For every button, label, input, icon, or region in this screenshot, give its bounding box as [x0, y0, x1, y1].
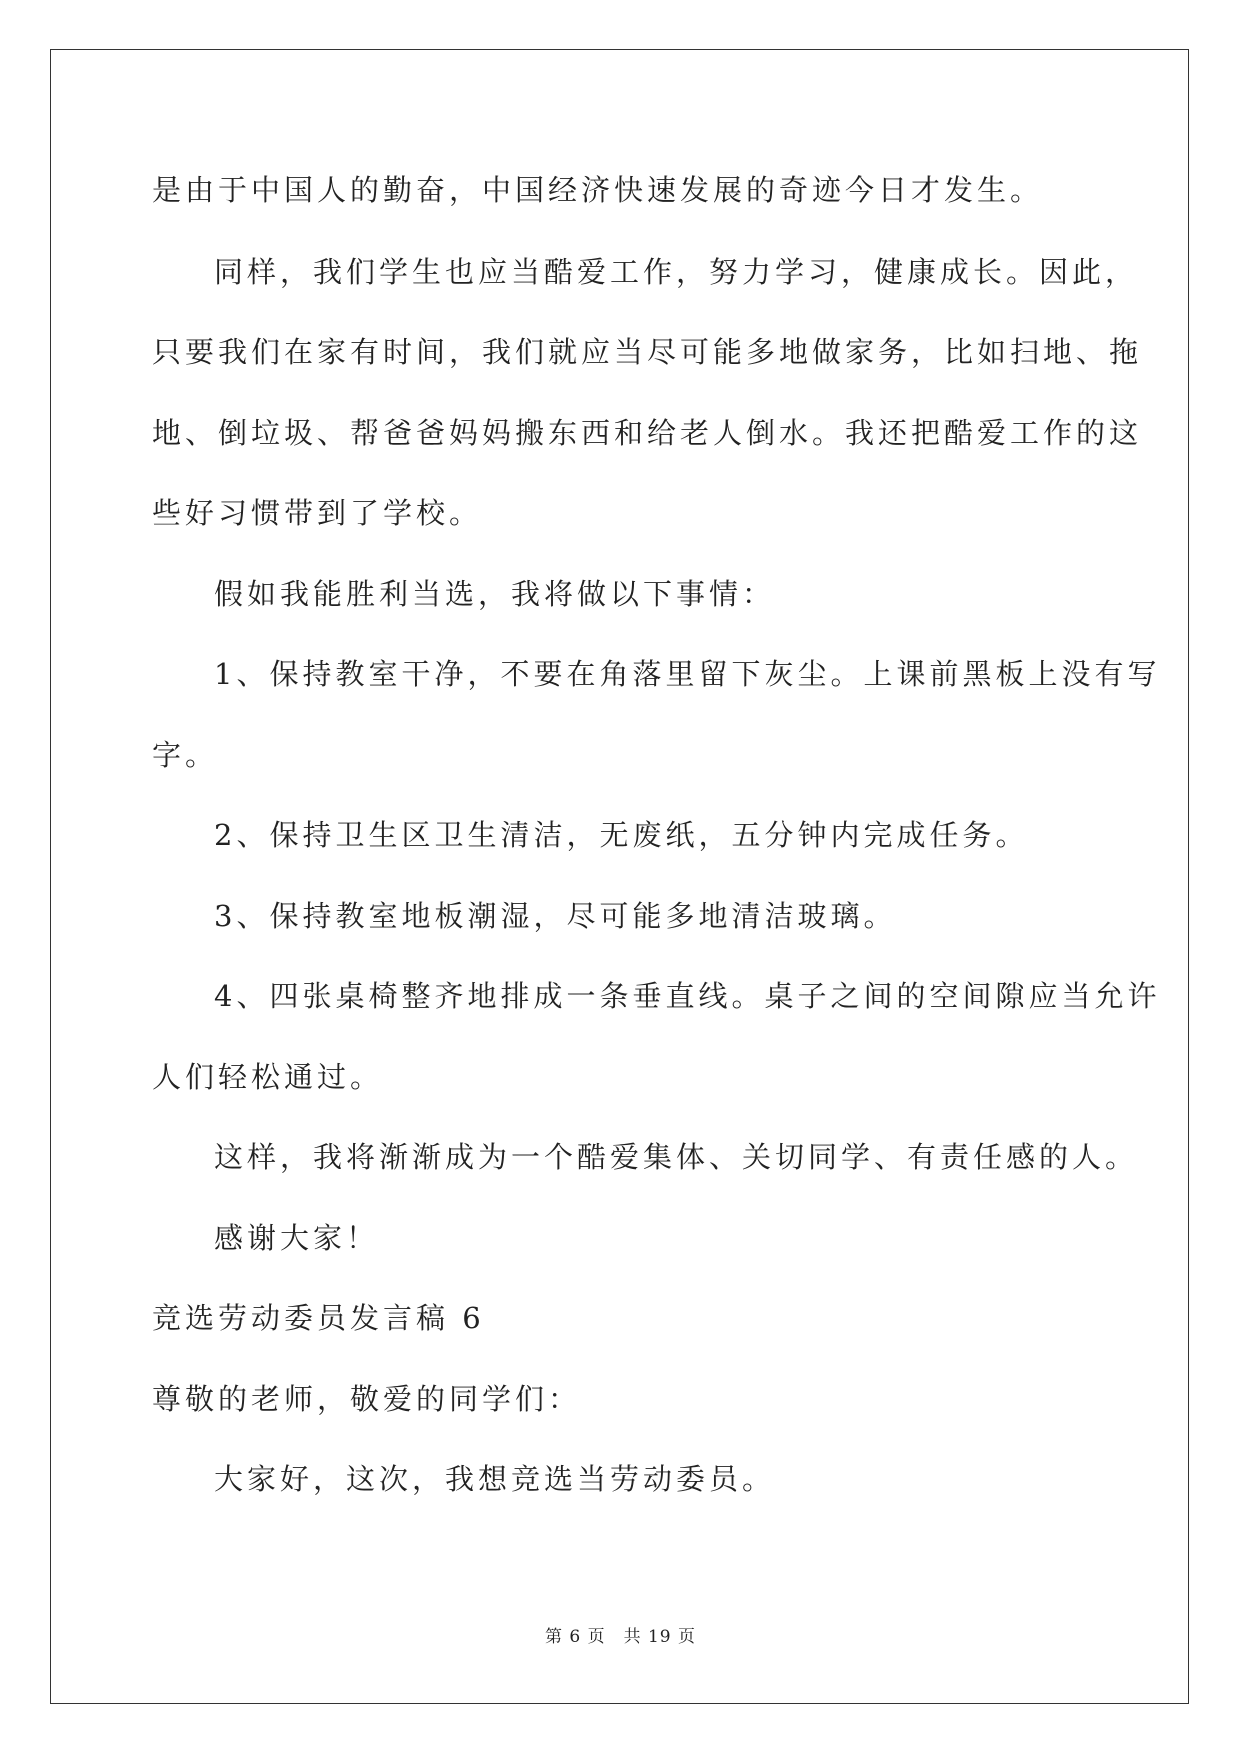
body-line-5: 些好习惯带到了学校。 [152, 496, 483, 530]
body-line-13: 这样，我将渐渐成为一个酷爱集体、关切同学、有责任感的人。 [214, 1140, 1139, 1174]
body-line-10: 3、保持教室地板潮湿，尽可能多地清洁玻璃。 [214, 899, 897, 933]
salutation: 尊敬的老师，敬爱的同学们： [152, 1382, 582, 1416]
page-border [50, 49, 1189, 1704]
body-line-14: 感谢大家！ [214, 1221, 380, 1255]
body-line-12: 人们轻松通过。 [152, 1060, 384, 1094]
body-line-9: 2、保持卫生区卫生清洁，无废纸，五分钟内完成任务。 [214, 818, 1029, 852]
body-line-8: 字。 [152, 738, 219, 772]
body-line-2: 同样，我们学生也应当酷爱工作，努力学习，健康成长。因此， [214, 255, 1139, 289]
body-line-6: 假如我能胜利当选，我将做以下事情： [214, 577, 776, 611]
section-heading: 竞选劳动委员发言稿 6 [152, 1301, 485, 1335]
body-line-11: 4、四张桌椅整齐地排成一条垂直线。桌子之间的空间隙应当允许 [214, 979, 1161, 1013]
body-line-17: 大家好，这次，我想竞选当劳动委员。 [214, 1462, 776, 1496]
page-footer: 第 6 页 共 19 页 [544, 1627, 697, 1647]
body-line-7: 1、保持教室干净，不要在角落里留下灰尘。上课前黑板上没有写 [214, 657, 1161, 691]
body-line-4: 地、倒垃圾、帮爸爸妈妈搬东西和给老人倒水。我还把酷爱工作的这 [152, 416, 1143, 450]
body-line-1: 是由于中国人的勤奋，中国经济快速发展的奇迹今日才发生。 [152, 173, 1044, 207]
body-line-3: 只要我们在家有时间，我们就应当尽可能多地做家务，比如扫地、拖 [152, 335, 1143, 369]
